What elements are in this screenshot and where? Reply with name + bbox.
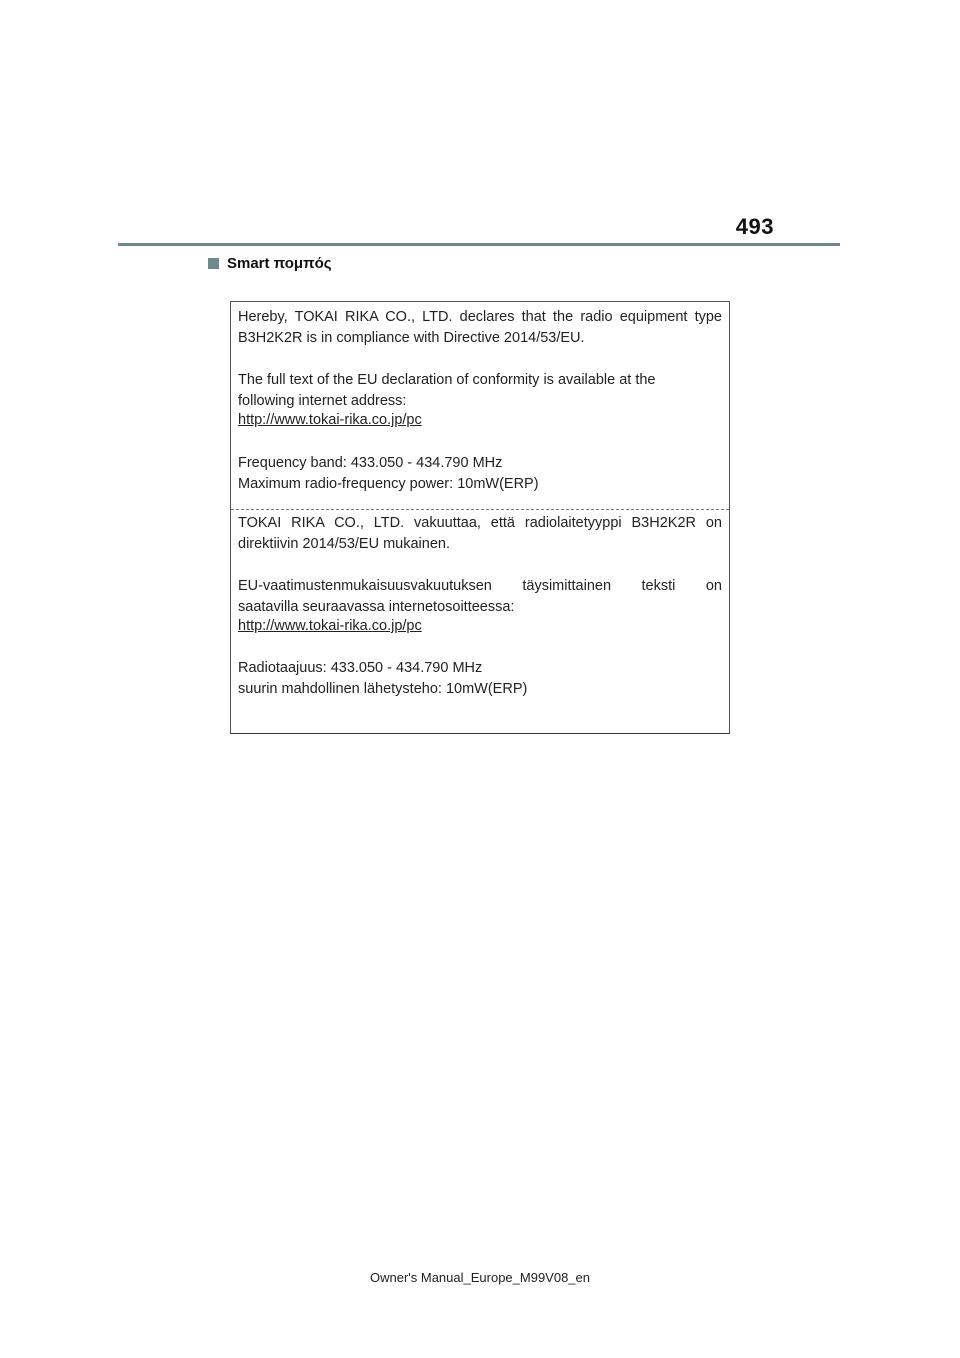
en-line-1: Hereby, TOKAI RIKA CO., LTD. declares that the radio equipment type (238, 309, 722, 325)
en-link-row (238, 410, 722, 431)
fi-line-6: suurin mahdollinen lähetysteho: 10mW(ERP) (238, 681, 528, 697)
en-line-3: The full text of the EU declaration of conformity is available at the (238, 372, 656, 388)
header-rule (118, 243, 840, 246)
footer-text: Owner's Manual_Europe_M99V08_en (369, 1270, 590, 1285)
en-line-4: following internet address: (238, 393, 407, 409)
en-line-5: Frequency band: 433.050 - 434.790 MHz (238, 455, 503, 471)
section-heading (208, 255, 332, 272)
fi-line-4: saatavilla seuraavassa internetosoitteessa: (238, 599, 515, 615)
section-heading-text: Smart πομπός (227, 255, 332, 272)
language-divider (231, 509, 729, 510)
heading-square-icon (208, 258, 219, 269)
fi-line-1: TOKAI RIKA CO., LTD. vakuuttaa, että radiolaitetyyppi B3H2K2R on (238, 515, 722, 531)
fi-line-5: Radiotaajuus: 433.050 - 434.790 MHz (238, 660, 483, 676)
en-declaration-link[interactable]: http://www.tokai-rika.co.jp/pc (238, 412, 422, 428)
fi-line-3: EU-vaatimustenmukaisuusvakuutuksen täysimittainen teksti on (238, 578, 722, 594)
fi-line-2: direktiivin 2014/53/EU mukainen. (238, 536, 450, 552)
en-line-6: Maximum radio-frequency power: 10mW(ERP) (238, 476, 539, 492)
en-line-2: B3H2K2R is in compliance with Directive 2014/53/EU. (238, 330, 585, 346)
page-number: 493 (735, 214, 774, 239)
fi-link-row (238, 616, 722, 637)
fi-declaration-link[interactable]: http://www.tokai-rika.co.jp/pc (238, 618, 422, 634)
declaration-box (230, 301, 730, 734)
